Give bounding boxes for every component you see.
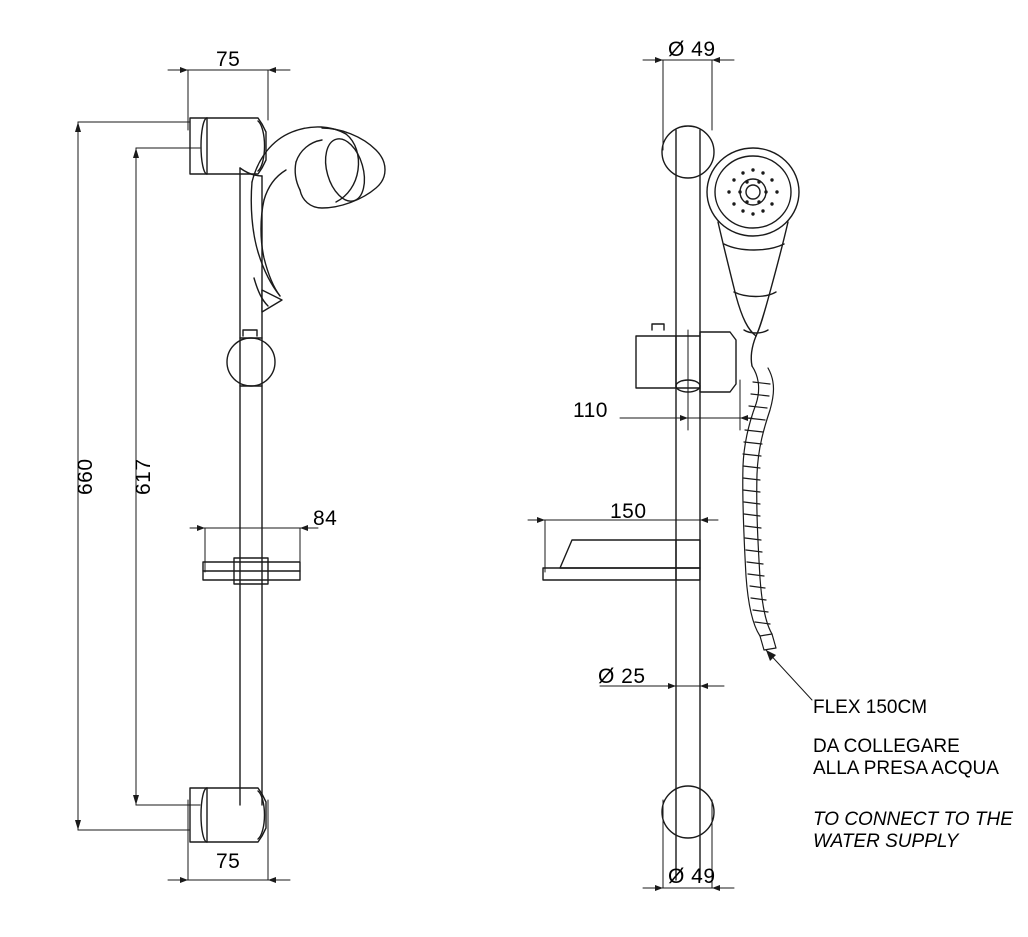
- flex-hose: [743, 366, 776, 650]
- top-wall-bracket: [190, 118, 266, 174]
- dim-label-660: 660: [74, 458, 97, 495]
- bottom-wall-bracket: [190, 788, 266, 842]
- top-bracket-side: [662, 126, 714, 178]
- hand-shower-left: [251, 127, 385, 312]
- slider-clamp-left: [227, 330, 275, 386]
- dim-label-75-top: 75: [216, 48, 241, 71]
- connect-note-en-line1: TO CONNECT TO THE: [813, 809, 1013, 830]
- slider-holder-side: [636, 324, 736, 392]
- dim-label-84: 84: [313, 507, 338, 530]
- dim-75-top: [168, 67, 290, 130]
- dim-label-d49-top: Ø 49: [668, 38, 716, 61]
- dim-label-d49-bottom: Ø 49: [668, 865, 716, 888]
- dim-label-150: 150: [610, 500, 647, 523]
- soap-dish-left: [203, 558, 300, 584]
- soap-dish-side: [543, 540, 700, 580]
- shower-rail: [240, 168, 262, 805]
- connect-note-it-line1: DA COLLEGARE: [813, 736, 960, 757]
- flex-leader: [766, 650, 812, 700]
- hand-shower-side: [707, 148, 799, 366]
- flex-callout-label: FLEX 150CM: [813, 697, 928, 718]
- connect-note-en-line2: WATER SUPPLY: [813, 831, 959, 852]
- dim-label-110: 110: [573, 399, 608, 422]
- dim-label-617: 617: [132, 458, 155, 495]
- shower-rail-side: [676, 130, 700, 880]
- dim-d49-top: [643, 57, 734, 150]
- dim-label-d25: Ø 25: [598, 665, 646, 688]
- dim-150: [528, 517, 718, 572]
- dim-84: [190, 525, 318, 572]
- connect-note-it-line2: ALLA PRESA ACQUA: [813, 758, 999, 779]
- bottom-bracket-side: [662, 786, 714, 838]
- dim-label-75-bottom: 75: [216, 850, 241, 873]
